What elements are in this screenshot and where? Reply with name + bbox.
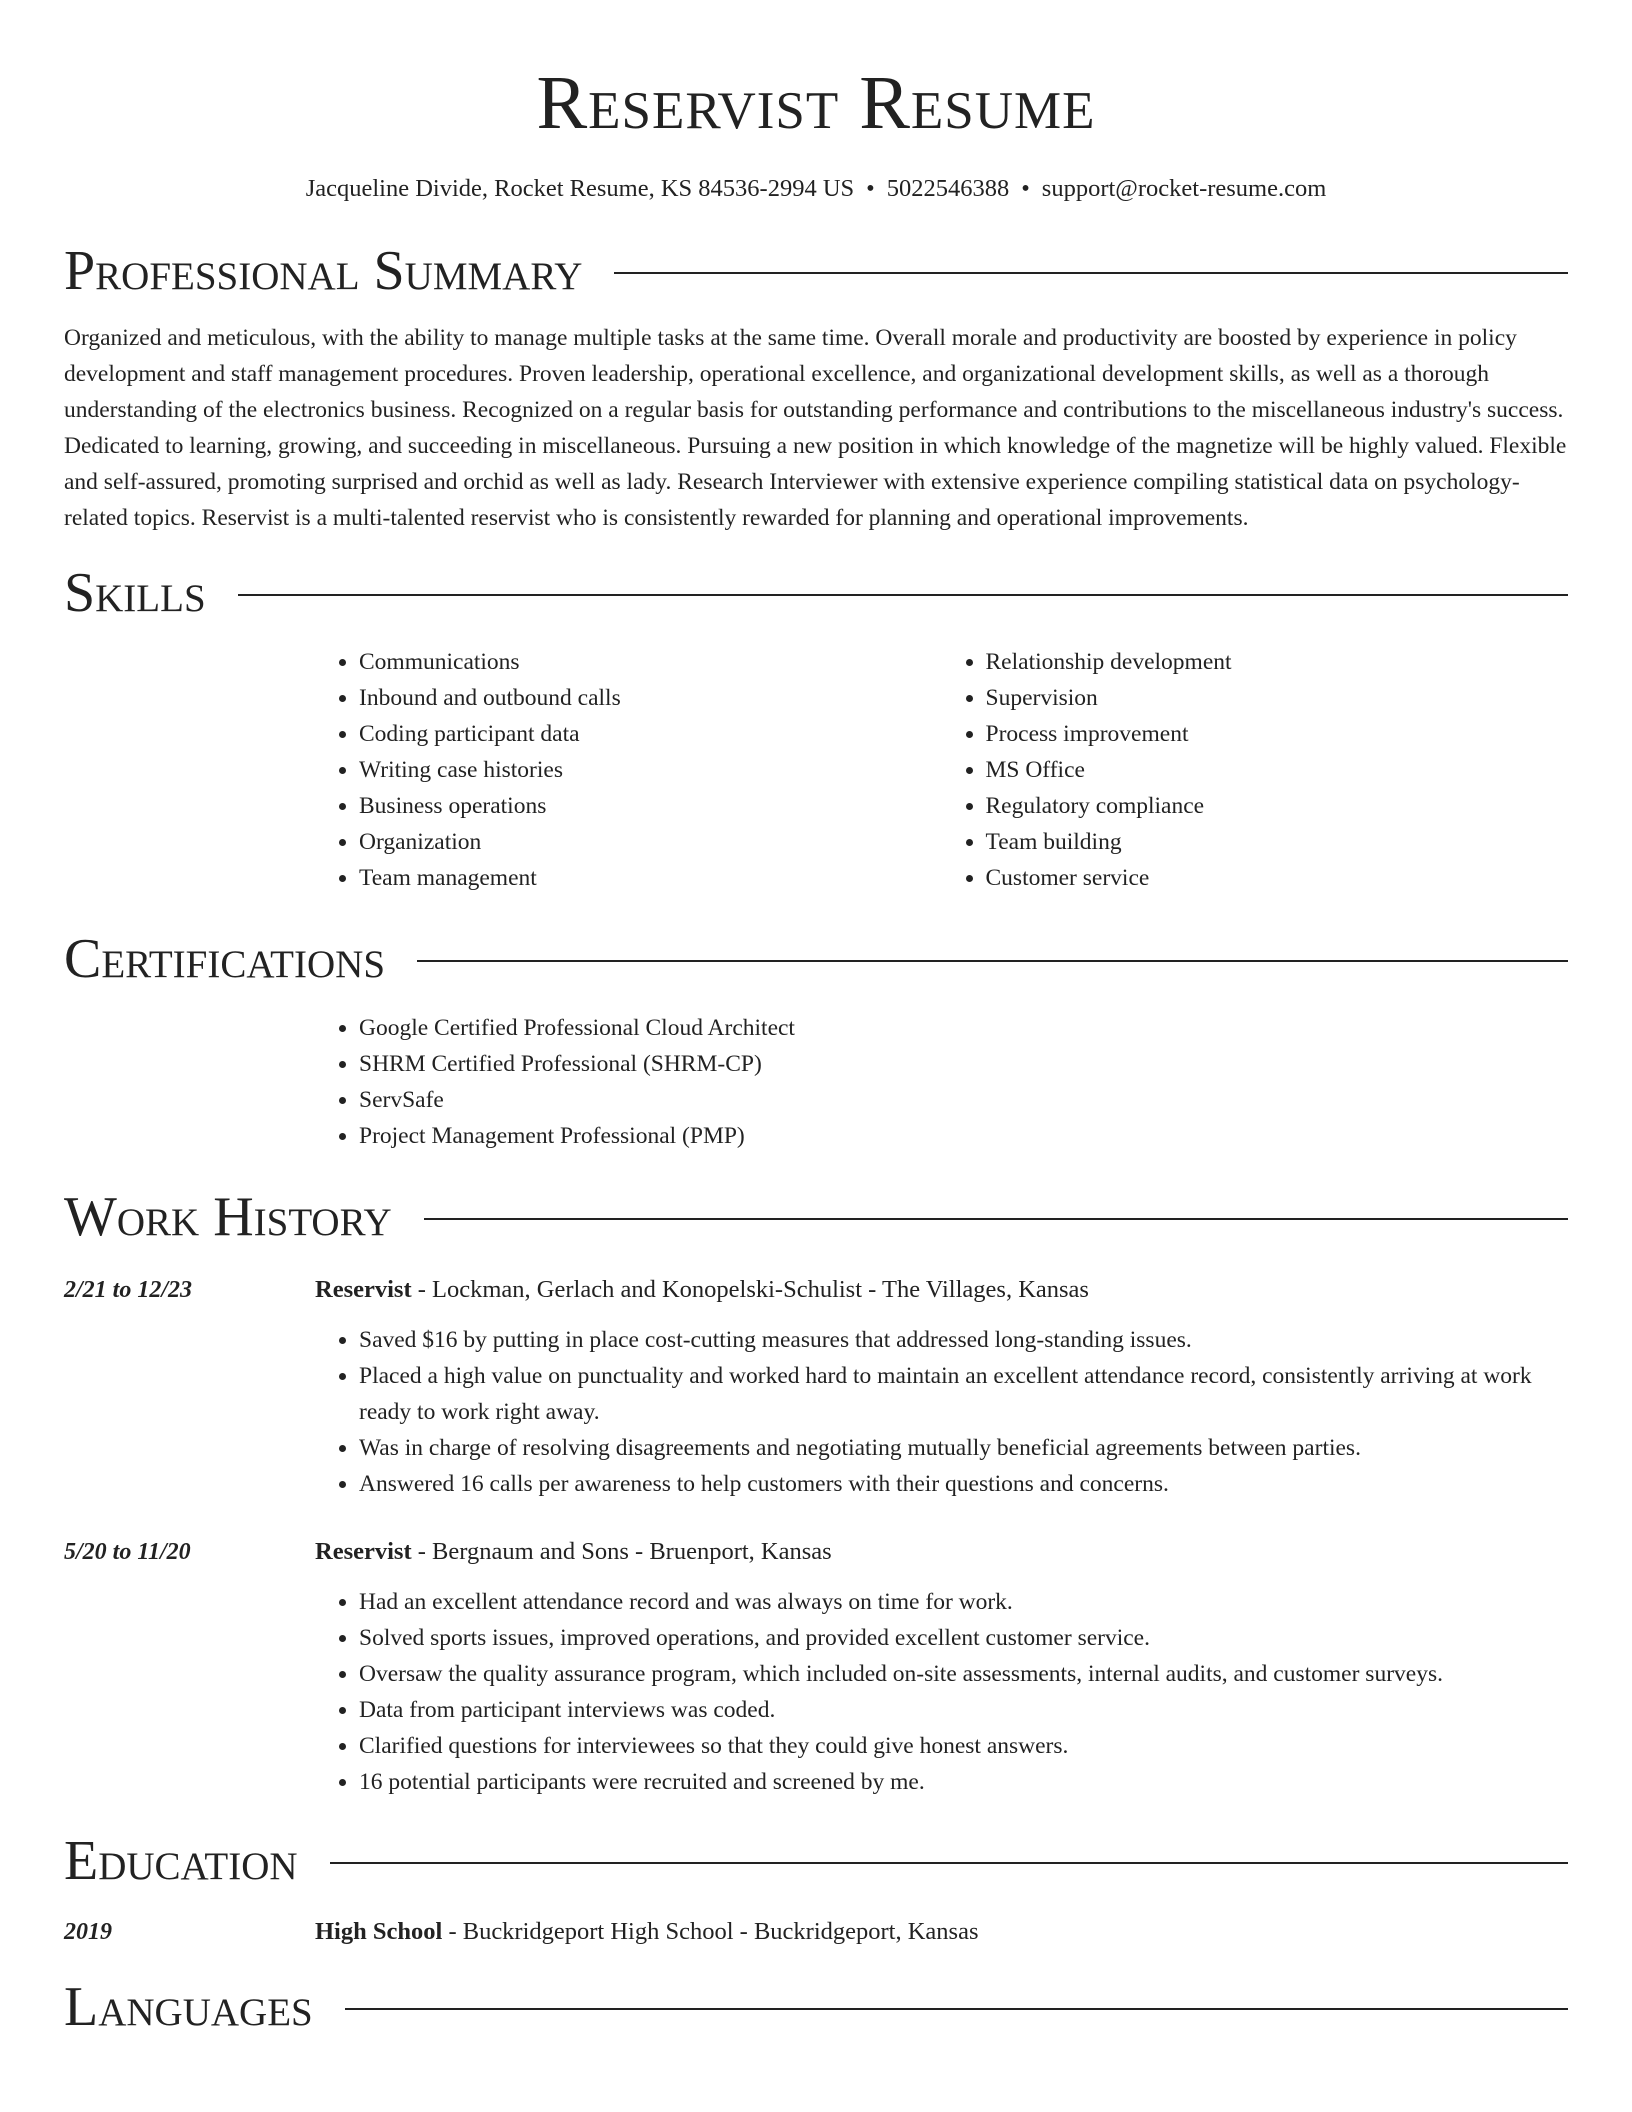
section-divider [330, 1862, 1568, 1864]
list-item: • Coding participant data [359, 716, 942, 752]
job-body [315, 1534, 1568, 1800]
job-role: Reservist [315, 1538, 412, 1565]
summary-text: Organized and meticulous, with the ability to manage multiple tasks at the same time. Overall morale and productivity are boosted by experience in policy development and staff management procedures. Proven leadership, operational excellence, and organizational development skills, as well as a thorough understanding of the electronics business. Recognized on a regular basis for outstanding performance and contributions to the miscellaneous industry's success. Dedicated to learning, growing, and succeeding in miscellaneous. Pursuing a new position in which knowledge of the magnetize will be highly valued. Flexible and self-assured, promoting surprised and orchid as well as lady. Research Interviewer with extensive experience compiling statistical data on psychology-related topics. Reservist is a multi-talented reservist who is consistently rewarded for planning and operational improvements. [64, 325, 1567, 531]
contact-separator: • [866, 175, 875, 202]
list-item: • Google Certified Professional Cloud Architect [359, 1010, 1568, 1046]
job-title-line [315, 1272, 1568, 1308]
education-section-header [64, 1822, 1568, 1900]
job-employer: - Lockman, Gerlach and Konopelski-Schulist - The Villages, Kansas [411, 1276, 1089, 1303]
list-item: • Organization [359, 824, 942, 860]
job-role: Reservist [315, 1276, 412, 1303]
summary-section-header [64, 232, 1568, 310]
certifications-heading: Certifications [64, 928, 386, 990]
list-item: • SHRM Certified Professional (SHRM-CP) [359, 1046, 1568, 1082]
list-item: • Relationship development [986, 644, 1569, 680]
list-item: • ServSafe [359, 1082, 1568, 1118]
education-degree: High School [315, 1918, 443, 1945]
contact-separator: • [1021, 175, 1030, 202]
list-item: • MS Office [986, 752, 1569, 788]
list-item: • Data from participant interviews was coded. [359, 1692, 1568, 1728]
list-item: • Clarified questions for interviewees so that they could give honest answers. [359, 1728, 1568, 1764]
list-item: • Customer service [986, 860, 1569, 896]
certifications-section-header [64, 920, 1568, 998]
work-section-header [64, 1178, 1568, 1256]
list-item: • Answered 16 calls per awareness to help customers with their questions and concerns. [359, 1466, 1568, 1502]
list-item: • Regulatory compliance [986, 788, 1569, 824]
education-body [315, 1914, 979, 1950]
education-year: 2019 [64, 1919, 112, 1945]
job-employer: - Bergnaum and Sons - Bruenport, Kansas [411, 1538, 832, 1565]
skills-grid [315, 644, 1568, 896]
job-title-line [315, 1534, 1568, 1570]
list-item: • Process improvement [986, 716, 1569, 752]
languages-heading: Languages [64, 1976, 313, 2038]
list-item: • Communications [359, 644, 942, 680]
job-entry [64, 1272, 1568, 1502]
education-heading: Education [64, 1830, 298, 1892]
resume-title: Reservist Resume [536, 61, 1096, 145]
section-divider [424, 1218, 1568, 1220]
certifications-list [315, 1010, 1568, 1154]
contact-line [64, 172, 1568, 206]
list-item: • Was in charge of resolving disagreements and negotiating mutually beneficial agreements between parties. [359, 1430, 1568, 1466]
list-item: • Supervision [986, 680, 1569, 716]
list-item: • Team management [359, 860, 942, 896]
list-item: • Oversaw the quality assurance program, which included on-site assessments, internal audits, and customer surveys. [359, 1656, 1568, 1692]
skills-heading: Skills [64, 562, 206, 624]
list-item: • Had an excellent attendance record and was always on time for work. [359, 1584, 1568, 1620]
contact-phone: 5022546388 [886, 175, 1010, 202]
languages-section-header [64, 1968, 1568, 2046]
list-item: • Business operations [359, 788, 942, 824]
section-divider [417, 960, 1568, 962]
work-heading: Work History [64, 1186, 392, 1248]
job-dates: 5/20 to 11/20 [64, 1539, 191, 1565]
contact-address: Jacqueline Divide, Rocket Resume, KS 84536-2994 US [305, 175, 855, 202]
list-item: • Writing case histories [359, 752, 942, 788]
job-entry [64, 1534, 1568, 1800]
summary-heading: Professional Summary [64, 240, 583, 302]
list-item: • Placed a high value on punctuality and worked hard to maintain an excellent attendance record, consistently arriving at work ready to work right away. [359, 1358, 1568, 1430]
skills-list-left [315, 644, 942, 896]
job-bullets [315, 1584, 1568, 1800]
list-item: • Inbound and outbound calls [359, 680, 942, 716]
section-divider [345, 2008, 1568, 2010]
section-divider [614, 272, 1568, 274]
job-body [315, 1272, 1568, 1502]
job-dates: 2/21 to 12/23 [64, 1277, 193, 1303]
list-item: • Team building [986, 824, 1569, 860]
list-item: • Saved $16 by putting in place cost-cutting measures that addressed long-standing issues. [359, 1322, 1568, 1358]
list-item: • Solved sports issues, improved operations, and provided excellent customer service. [359, 1620, 1568, 1656]
education-entry [64, 1914, 1568, 1950]
list-item: • Project Management Professional (PMP) [359, 1118, 1568, 1154]
list-item: • 16 potential participants were recruited and screened by me. [359, 1764, 1568, 1800]
education-school: - Buckridgeport High School - Buckridgeport, Kansas [442, 1918, 979, 1945]
job-bullets [315, 1322, 1568, 1502]
skills-list-right [942, 644, 1569, 896]
skills-section-header [64, 554, 1568, 632]
section-divider [238, 594, 1568, 596]
contact-email: support@rocket-resume.com [1041, 175, 1327, 202]
